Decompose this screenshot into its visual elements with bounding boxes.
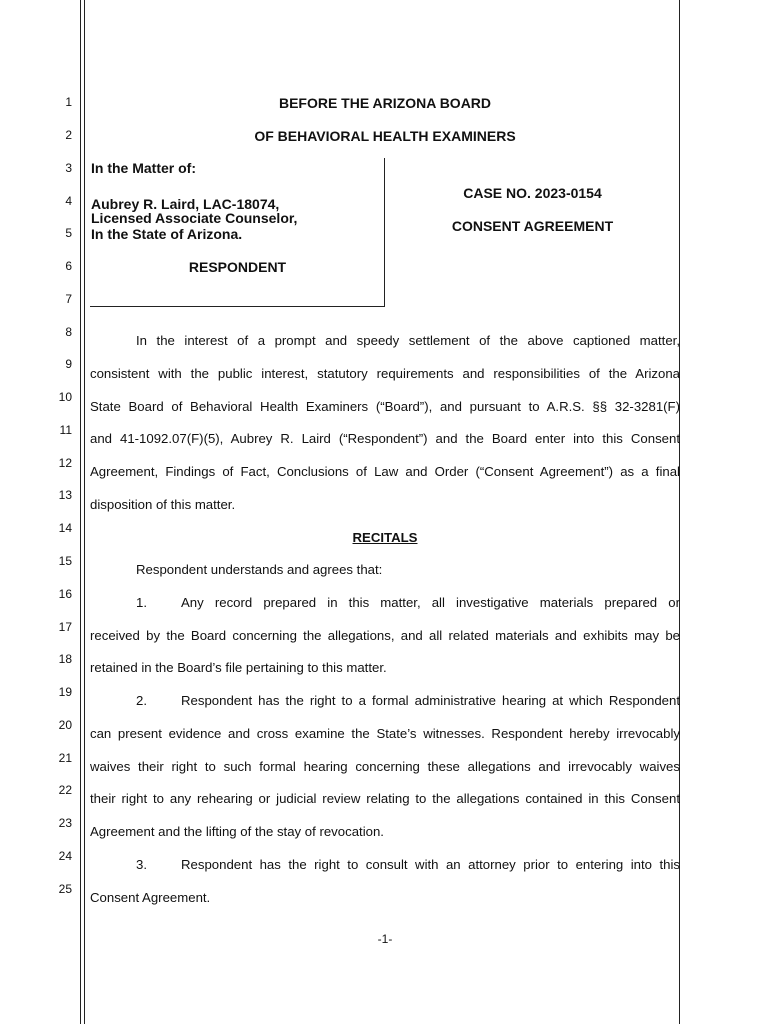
line-number: 9 bbox=[65, 357, 72, 371]
line-number-column bbox=[40, 0, 80, 1024]
item-number: 1. bbox=[136, 595, 147, 610]
caption-box-bottom-border bbox=[90, 306, 385, 307]
board-title-line1: BEFORE THE ARIZONA BOARD bbox=[278, 95, 492, 111]
item-2-line: can present evidence and cross examine the State’s witnesses. Respondent hereby irrevocably bbox=[90, 726, 680, 741]
line-number: 19 bbox=[58, 685, 72, 699]
intro-line: consistent with the public interest, statutory requirements and responsibilities of the Arizona bbox=[90, 366, 680, 381]
line-number: 5 bbox=[65, 226, 72, 240]
left-margin-rule-inner bbox=[84, 0, 85, 1024]
line-number: 12 bbox=[58, 456, 72, 470]
line-number: 6 bbox=[65, 259, 72, 273]
line-number: 21 bbox=[58, 751, 72, 765]
item-1-first-line bbox=[90, 595, 680, 611]
intro-line: and 41-1092.07(F)(5), Aubrey R. Laird (“Respondent”) and the Board enter into this Consent bbox=[90, 431, 680, 446]
line-number: 17 bbox=[58, 620, 72, 634]
line-number: 16 bbox=[58, 587, 72, 601]
line-number: 24 bbox=[58, 849, 72, 863]
caption-name-line3: In the State of Arizona. bbox=[91, 226, 243, 242]
intro-line: State Board of Behavioral Health Examiners (“Board”), and pursuant to A.R.S. §§ 32-3281(F) bbox=[90, 399, 680, 414]
line-number: 4 bbox=[65, 194, 72, 208]
item-number: 3. bbox=[136, 857, 147, 872]
line-number: 1 bbox=[65, 95, 72, 109]
board-title-line2: OF BEHAVIORAL HEALTH EXAMINERS bbox=[254, 128, 516, 144]
item-3-line: Consent Agreement. bbox=[90, 890, 211, 905]
caption-name-line1: Aubrey R. Laird, LAC-18074, bbox=[91, 196, 280, 212]
line-number: 3 bbox=[65, 161, 72, 175]
line-number: 15 bbox=[58, 554, 72, 568]
caption-name-line2: Licensed Associate Counselor, bbox=[91, 210, 298, 226]
line-number: 10 bbox=[58, 390, 72, 404]
intro-line: Agreement, Findings of Fact, Conclusions of Law and Order (“Consent Agreement”) as a final bbox=[90, 464, 680, 479]
caption-respondent: RESPONDENT bbox=[188, 259, 287, 275]
item-text: Respondent has the right to a formal administrative hearing at which Respondent bbox=[181, 693, 680, 708]
line-number: 11 bbox=[59, 423, 72, 437]
item-2-first-line bbox=[90, 693, 680, 709]
line-number: 25 bbox=[58, 882, 72, 896]
line-number: 22 bbox=[58, 783, 72, 797]
item-number: 2. bbox=[136, 693, 147, 708]
item-1-line: retained in the Board’s file pertaining to this matter. bbox=[90, 660, 387, 675]
case-number: CASE NO. 2023-0154 bbox=[463, 185, 602, 201]
item-2-line: their right to any rehearing or judicial review relating to the allegations contained in this Consent bbox=[90, 791, 680, 806]
line-number: 7 bbox=[65, 292, 72, 306]
item-2-line: waives their right to such formal hearing concerning these allegations and irrevocably waives bbox=[90, 759, 680, 774]
item-3-first-line bbox=[90, 857, 680, 873]
recitals-heading: RECITALS bbox=[352, 530, 418, 545]
item-text: Any record prepared in this matter, all investigative materials prepared or bbox=[181, 595, 680, 610]
line-number: 2 bbox=[65, 128, 72, 142]
recitals-intro: Respondent understands and agrees that: bbox=[136, 562, 383, 577]
document-title: CONSENT AGREEMENT bbox=[451, 218, 614, 234]
left-margin-rule-outer bbox=[80, 0, 81, 1024]
line-number: 13 bbox=[58, 488, 72, 502]
item-1-line: received by the Board concerning the allegations, and all related materials and exhibits may be bbox=[90, 628, 680, 643]
intro-line: disposition of this matter. bbox=[90, 497, 236, 512]
page-number: -1- bbox=[377, 932, 393, 946]
line-number: 23 bbox=[58, 816, 72, 830]
intro-line: In the interest of a prompt and speedy settlement of the above captioned matter, bbox=[136, 333, 680, 348]
item-2-line: Agreement and the lifting of the stay of revocation. bbox=[90, 824, 384, 839]
line-number: 20 bbox=[58, 718, 72, 732]
line-number: 18 bbox=[58, 652, 72, 666]
caption-matter: In the Matter of: bbox=[91, 160, 196, 176]
item-text: Respondent has the right to consult with an attorney prior to entering into this bbox=[181, 857, 680, 872]
line-number: 14 bbox=[58, 521, 72, 535]
line-number: 8 bbox=[65, 325, 72, 339]
